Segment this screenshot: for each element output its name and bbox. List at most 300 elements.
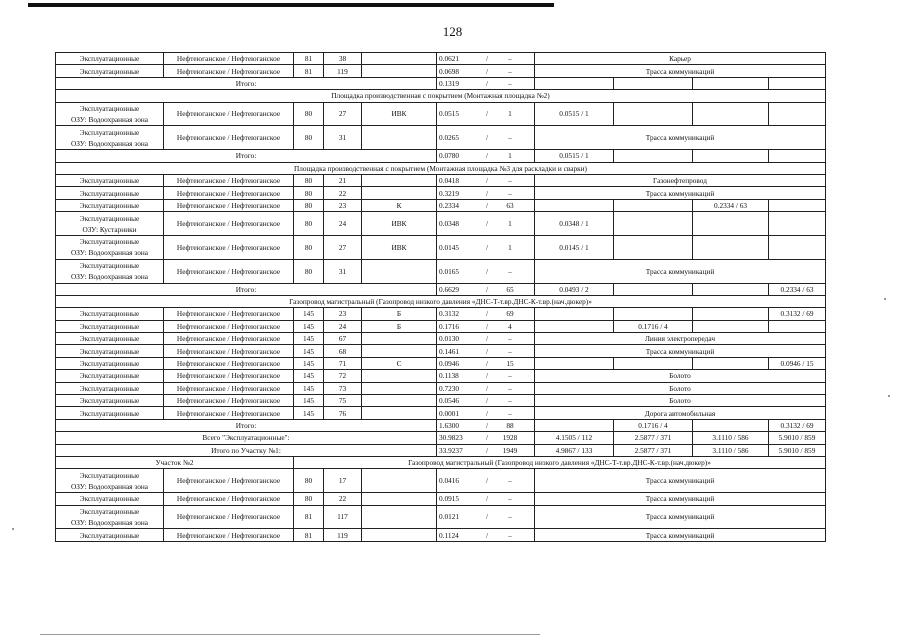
forestry-cell: Нефтеюганское / Нефтеюганское — [164, 493, 294, 505]
category-cell — [56, 65, 164, 77]
count-value: – — [508, 176, 512, 186]
category-cell — [56, 505, 164, 529]
area-cell — [437, 419, 535, 431]
category-cell — [56, 345, 164, 357]
plot-row — [56, 174, 826, 186]
area-cell — [437, 199, 535, 211]
distribution-cell: 0.0145 / 1 — [535, 235, 614, 259]
forestry-cell: Нефтеюганское / Нефтеюганское — [164, 199, 294, 211]
slash: / — [485, 309, 489, 319]
code-cell: ИВК — [362, 212, 437, 236]
area-value: 0.0698 — [439, 66, 460, 76]
category-cell — [56, 102, 164, 126]
slash: / — [485, 109, 489, 119]
category-text: Эксплуатационные — [79, 530, 140, 540]
forestry-cell: Нефтеюганское / Нефтеюганское — [164, 174, 294, 186]
area-cell — [437, 320, 535, 332]
plot-row — [56, 333, 826, 345]
quarter-cell: 81 — [294, 65, 324, 77]
plot-row — [56, 126, 826, 150]
category-text: Эксплуатационные — [79, 494, 140, 504]
quarter-cell: 145 — [294, 382, 324, 394]
distribution-cell — [693, 102, 769, 126]
plot-row — [56, 320, 826, 332]
distribution-cell: 0.2334 / 63 — [769, 283, 826, 295]
count-value: – — [508, 512, 512, 522]
slash: / — [485, 512, 489, 522]
section-title: Площадка производственная с покрытием (Монтажная площадка №2) — [56, 90, 826, 102]
slash: / — [485, 151, 489, 161]
category-cell — [56, 357, 164, 369]
section-title: Газопровод магистральный (Газопровод низкого давления «ДНС-Т-т.вр.ДНС-К-т.вр.(нач.дюкер)» — [294, 456, 826, 468]
distribution-cell: 0.3132 / 69 — [769, 419, 826, 431]
distribution-cell — [614, 283, 693, 295]
quarter-cell: 145 — [294, 395, 324, 407]
land-use-note: Болото — [535, 395, 826, 407]
distribution-cell — [535, 357, 614, 369]
section-row — [56, 162, 826, 174]
slash: / — [485, 133, 489, 143]
code-cell — [362, 65, 437, 77]
distribution-cell: 5.9010 / 859 — [769, 444, 826, 456]
division-cell: 75 — [324, 395, 362, 407]
quarter-cell: 80 — [294, 199, 324, 211]
category-text: Эксплуатационные — [79, 506, 140, 516]
area-cell — [437, 382, 535, 394]
area-cell — [437, 370, 535, 382]
area-value: 0.0121 — [439, 512, 460, 522]
area-value: 33.9237 — [439, 445, 463, 455]
forestry-cell: Нефтеюганское / Нефтеюганское — [164, 333, 294, 345]
quarter-cell: 80 — [294, 469, 324, 493]
plot-row — [56, 395, 826, 407]
category-cell — [56, 126, 164, 150]
distribution-cell — [614, 308, 693, 320]
distribution-cell — [535, 308, 614, 320]
distribution-cell — [535, 199, 614, 211]
code-cell — [362, 469, 437, 493]
plot-header-row — [56, 456, 826, 468]
section-title: Газопровод магистральный (Газопровод низкого давления «ДНС-Т-т.вр.ДНС-К-т.вр.(нач.дюкер)» — [56, 295, 826, 307]
land-use-note: Трасса коммуникаций — [535, 505, 826, 529]
distribution-cell — [614, 77, 693, 89]
category-text: Эксплуатационные — [79, 200, 140, 210]
quarter-cell: 81 — [294, 529, 324, 541]
plot-row — [56, 187, 826, 199]
code-cell — [362, 333, 437, 345]
category-text: Эксплуатационные — [79, 470, 140, 480]
category-text: Эксплуатационные — [79, 359, 140, 369]
category-cell — [56, 333, 164, 345]
plot-row — [56, 65, 826, 77]
protection-zone-text: ОЗУ: Водоохранная зона — [70, 248, 148, 258]
area-cell — [437, 493, 535, 505]
scan-speck — [12, 528, 14, 530]
category-cell — [56, 187, 164, 199]
category-text: Эксплуатационные — [79, 103, 140, 113]
distribution-cell: 0.2334 / 63 — [693, 199, 769, 211]
slash: / — [485, 383, 489, 393]
area-value: 0.0348 — [439, 219, 460, 228]
land-use-note: Газонефтепровод — [535, 174, 826, 186]
division-cell: 23 — [324, 199, 362, 211]
division-cell: 22 — [324, 493, 362, 505]
quarter-cell: 145 — [294, 320, 324, 332]
category-cell — [56, 174, 164, 186]
distribution-cell — [614, 212, 693, 236]
division-cell: 72 — [324, 370, 362, 382]
slash: / — [485, 371, 489, 381]
total-row — [56, 419, 826, 431]
division-cell: 24 — [324, 212, 362, 236]
forestry-cell: Нефтеюганское / Нефтеюганское — [164, 407, 294, 419]
code-cell — [362, 505, 437, 529]
land-use-note: Болото — [535, 370, 826, 382]
count-value: – — [508, 78, 512, 88]
forestry-cell: Нефтеюганское / Нефтеюганское — [164, 126, 294, 150]
protection-zone-text: ОЗУ: Водоохранная зона — [70, 114, 148, 124]
category-cell — [56, 308, 164, 320]
code-cell — [362, 345, 437, 357]
plot-row — [56, 529, 826, 541]
count-value: 1 — [508, 151, 512, 161]
total-label: Итого: — [56, 77, 437, 89]
distribution-cell — [693, 320, 769, 332]
category-cell — [56, 259, 164, 283]
distribution-cell: 3.1110 / 586 — [693, 432, 769, 444]
count-value: – — [508, 371, 512, 381]
distribution-cell — [693, 212, 769, 236]
distribution-cell — [614, 102, 693, 126]
count-value: 1 — [508, 242, 512, 252]
area-value: 0.0265 — [439, 133, 460, 143]
count-value: – — [508, 476, 512, 486]
division-cell: 76 — [324, 407, 362, 419]
category-text: Эксплуатационные — [79, 309, 140, 319]
slash: / — [485, 396, 489, 406]
forestry-cell: Нефтеюганское / Нефтеюганское — [164, 65, 294, 77]
distribution-cell: 0.1716 / 4 — [614, 419, 693, 431]
quarter-cell: 80 — [294, 493, 324, 505]
count-value: 15 — [506, 359, 514, 369]
bottom-rule — [40, 634, 540, 635]
forestry-cell: Нефтеюганское / Нефтеюганское — [164, 320, 294, 332]
code-cell — [362, 370, 437, 382]
total-label: Итого по Участку №1: — [56, 444, 437, 456]
code-cell — [362, 126, 437, 150]
code-cell: Б — [362, 308, 437, 320]
area-cell — [437, 126, 535, 150]
area-value: 30.9823 — [439, 433, 463, 443]
distribution-cell — [769, 235, 826, 259]
quarter-cell: 80 — [294, 235, 324, 259]
forestry-cell: Нефтеюганское / Нефтеюганское — [164, 357, 294, 369]
code-cell — [362, 529, 437, 541]
area-cell — [437, 357, 535, 369]
category-text: Эксплуатационные — [79, 321, 140, 331]
area-value: 0.2334 — [439, 200, 460, 210]
slash: / — [485, 242, 489, 252]
total-row — [56, 150, 826, 162]
quarter-cell: 81 — [294, 505, 324, 529]
slash: / — [485, 359, 489, 369]
distribution-cell — [693, 77, 769, 89]
distribution-cell: 2.5877 / 371 — [614, 444, 693, 456]
category-text: Эксплуатационные — [79, 383, 140, 393]
code-cell: Б — [362, 320, 437, 332]
forestry-cell: Нефтеюганское / Нефтеюганское — [164, 395, 294, 407]
division-cell: 119 — [324, 529, 362, 541]
count-value: – — [508, 266, 512, 276]
distribution-cell: 4.1505 / 112 — [535, 432, 614, 444]
count-value: 1 — [508, 219, 512, 228]
plot-row — [56, 259, 826, 283]
plot-row — [56, 493, 826, 505]
distribution-cell — [693, 357, 769, 369]
distribution-cell — [769, 150, 826, 162]
area-cell — [437, 505, 535, 529]
code-cell: К — [362, 199, 437, 211]
distribution-cell — [614, 199, 693, 211]
count-value: – — [508, 133, 512, 143]
distribution-cell — [614, 357, 693, 369]
protection-zone-text: ОЗУ: Водоохранная зона — [70, 481, 148, 491]
forestry-cell: Нефтеюганское / Нефтеюганское — [164, 53, 294, 65]
area-value: 0.1461 — [439, 346, 460, 356]
plot-row — [56, 199, 826, 211]
area-value: 0.0418 — [439, 176, 460, 186]
quarter-cell: 145 — [294, 357, 324, 369]
forestry-cell: Нефтеюганское / Нефтеюганское — [164, 102, 294, 126]
distribution-cell: 0.0515 / 1 — [535, 150, 614, 162]
plot-row — [56, 382, 826, 394]
area-value: 0.0621 — [439, 54, 460, 64]
area-value: 0.3132 — [439, 309, 460, 319]
count-value: – — [508, 334, 512, 344]
land-use-note: Болото — [535, 382, 826, 394]
division-cell: 71 — [324, 357, 362, 369]
count-value: – — [508, 188, 512, 198]
area-value: 0.7230 — [439, 383, 460, 393]
land-use-note: Трасса коммуникаций — [535, 259, 826, 283]
scan-speck — [884, 298, 886, 300]
area-value: 0.0946 — [439, 359, 460, 369]
distribution-cell — [693, 283, 769, 295]
area-cell — [437, 65, 535, 77]
slash: / — [485, 494, 489, 504]
slash: / — [485, 346, 489, 356]
category-cell — [56, 493, 164, 505]
land-use-note: Трасса коммуникаций — [535, 187, 826, 199]
area-value: 0.0915 — [439, 494, 460, 504]
land-use-note: Трасса коммуникаций — [535, 529, 826, 541]
plot-row — [56, 212, 826, 236]
land-use-note: Карьер — [535, 53, 826, 65]
category-text: Эксплуатационные — [79, 127, 140, 137]
area-cell — [437, 444, 535, 456]
area-cell — [437, 174, 535, 186]
distribution-cell: 0.0946 / 15 — [769, 357, 826, 369]
division-cell: 73 — [324, 382, 362, 394]
division-cell: 38 — [324, 53, 362, 65]
total-label: Итого: — [56, 283, 437, 295]
plot-row — [56, 469, 826, 493]
category-text: Эксплуатационные — [79, 334, 140, 344]
area-cell — [437, 259, 535, 283]
total-row — [56, 77, 826, 89]
area-value: 0.0145 — [439, 242, 460, 252]
area-value: 0.1319 — [439, 78, 460, 88]
area-value: 0.0416 — [439, 476, 460, 486]
slash: / — [485, 334, 489, 344]
slash: / — [485, 176, 489, 186]
code-cell — [362, 53, 437, 65]
slash: / — [485, 445, 489, 455]
forest-plots-table — [55, 52, 826, 542]
division-cell: 117 — [324, 505, 362, 529]
category-cell — [56, 212, 164, 236]
count-value: – — [508, 396, 512, 406]
distribution-cell: 0.1716 / 4 — [614, 320, 693, 332]
count-value: 1949 — [502, 445, 518, 455]
count-value: 1928 — [502, 433, 518, 443]
plot-row — [56, 308, 826, 320]
code-cell: ИВК — [362, 235, 437, 259]
land-use-note: Линия электропередач — [535, 333, 826, 345]
forestry-cell: Нефтеюганское / Нефтеюганское — [164, 212, 294, 236]
distribution-cell — [614, 235, 693, 259]
category-cell — [56, 407, 164, 419]
area-value: 0.0001 — [439, 408, 460, 418]
division-cell: 119 — [324, 65, 362, 77]
category-cell — [56, 529, 164, 541]
distribution-cell: 0.0493 / 2 — [535, 283, 614, 295]
section-row — [56, 295, 826, 307]
area-value: 0.0515 — [439, 109, 460, 119]
forestry-cell: Нефтеюганское / Нефтеюганское — [164, 382, 294, 394]
area-cell — [437, 283, 535, 295]
plot-row — [56, 357, 826, 369]
count-value: 65 — [506, 284, 514, 294]
area-cell — [437, 77, 535, 89]
distribution-cell: 0.0348 / 1 — [535, 212, 614, 236]
code-cell — [362, 395, 437, 407]
table-body — [56, 53, 826, 542]
section-row — [56, 90, 826, 102]
distribution-cell — [614, 150, 693, 162]
area-cell — [437, 395, 535, 407]
category-text: Эксплуатационные — [79, 66, 140, 76]
distribution-cell — [693, 235, 769, 259]
category-text: Эксплуатационные — [79, 176, 140, 186]
quarter-cell: 80 — [294, 174, 324, 186]
quarter-cell: 145 — [294, 333, 324, 345]
distribution-cell — [769, 77, 826, 89]
division-cell: 22 — [324, 187, 362, 199]
division-cell: 31 — [324, 126, 362, 150]
distribution-cell — [535, 77, 614, 89]
count-value: – — [508, 383, 512, 393]
area-cell — [437, 235, 535, 259]
count-value: 63 — [506, 200, 514, 210]
division-cell: 27 — [324, 235, 362, 259]
code-cell — [362, 493, 437, 505]
forestry-cell: Нефтеюганское / Нефтеюганское — [164, 529, 294, 541]
quarter-cell: 145 — [294, 407, 324, 419]
quarter-cell: 80 — [294, 187, 324, 199]
plot-label: Участок №2 — [56, 456, 294, 468]
count-value: – — [508, 530, 512, 540]
area-cell — [437, 212, 535, 236]
plot-row — [56, 370, 826, 382]
distribution-cell — [693, 150, 769, 162]
category-cell — [56, 395, 164, 407]
plot-row — [56, 505, 826, 529]
slash: / — [485, 321, 489, 331]
count-value: 4 — [508, 321, 512, 331]
division-cell: 27 — [324, 102, 362, 126]
land-use-note: Трасса коммуникаций — [535, 65, 826, 77]
area-value: 0.1716 — [439, 321, 460, 331]
slash: / — [485, 284, 489, 294]
code-cell: ИВК — [362, 102, 437, 126]
code-cell: С — [362, 357, 437, 369]
land-use-note: Трасса коммуникаций — [535, 345, 826, 357]
division-cell: 21 — [324, 174, 362, 186]
area-value: 0.0546 — [439, 396, 460, 406]
code-cell — [362, 407, 437, 419]
division-cell: 24 — [324, 320, 362, 332]
category-text: Эксплуатационные — [79, 213, 140, 223]
category-text: Эксплуатационные — [79, 396, 140, 406]
area-cell — [437, 308, 535, 320]
category-cell — [56, 199, 164, 211]
area-cell — [437, 432, 535, 444]
quarter-cell: 80 — [294, 259, 324, 283]
quarter-cell: 145 — [294, 345, 324, 357]
forestry-cell: Нефтеюганское / Нефтеюганское — [164, 469, 294, 493]
land-use-note: Трасса коммуникаций — [535, 469, 826, 493]
distribution-cell — [769, 212, 826, 236]
code-cell — [362, 382, 437, 394]
category-cell — [56, 235, 164, 259]
distribution-cell — [535, 320, 614, 332]
distribution-cell — [769, 320, 826, 332]
area-cell — [437, 345, 535, 357]
plot-row — [56, 53, 826, 65]
area-cell — [437, 333, 535, 345]
forestry-cell: Нефтеюганское / Нефтеюганское — [164, 505, 294, 529]
quarter-cell: 80 — [294, 102, 324, 126]
total-row — [56, 283, 826, 295]
count-value: 88 — [506, 420, 514, 430]
category-cell — [56, 469, 164, 493]
area-cell — [437, 529, 535, 541]
total-row — [56, 444, 826, 456]
slash: / — [485, 188, 489, 198]
count-value: – — [508, 66, 512, 76]
scan-speck — [888, 395, 890, 397]
total-label: Итого: — [56, 150, 437, 162]
distribution-cell — [535, 419, 614, 431]
category-cell — [56, 370, 164, 382]
distribution-cell: 0.0515 / 1 — [535, 102, 614, 126]
slash: / — [485, 66, 489, 76]
division-cell: 17 — [324, 469, 362, 493]
forestry-cell: Нефтеюганское / Нефтеюганское — [164, 370, 294, 382]
forestry-cell: Нефтеюганское / Нефтеюганское — [164, 345, 294, 357]
plot-row — [56, 345, 826, 357]
